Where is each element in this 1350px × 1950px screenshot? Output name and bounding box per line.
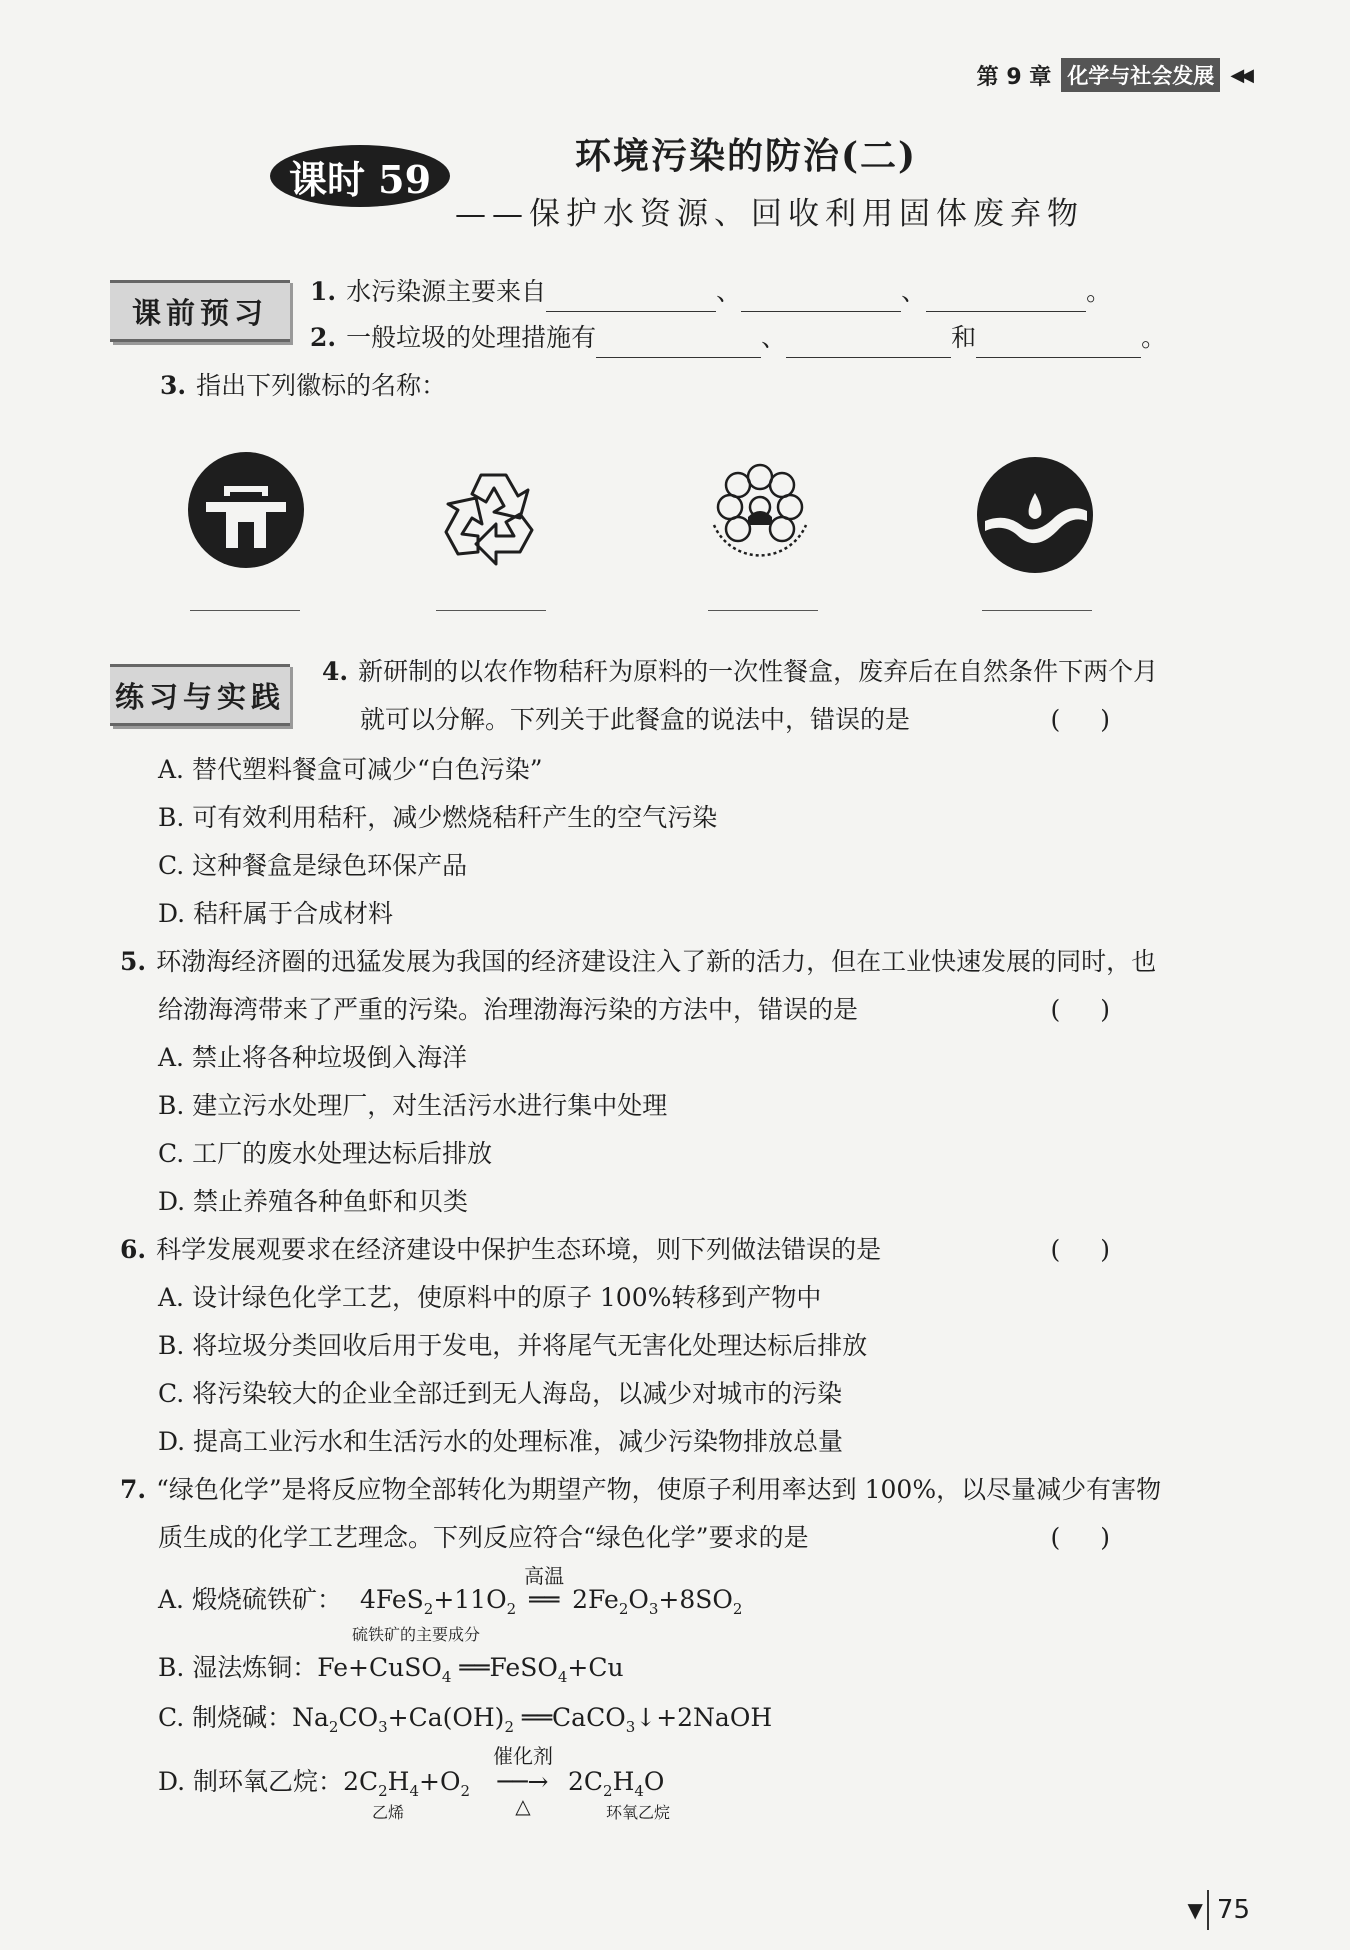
chapter-number: 第 9 章 — [976, 64, 1052, 90]
question-number: 7. — [120, 1475, 147, 1504]
answer-blank[interactable] — [982, 610, 1092, 611]
chapter-header — [977, 58, 1250, 92]
question-1: 1. 水污染源主要来自 、 、 。 — [310, 272, 1111, 312]
question-4-line2 — [360, 700, 1250, 740]
question-4 — [322, 652, 1158, 692]
question-2: 2. 一般垃圾的处理措施有 、 和 。 — [310, 318, 1166, 358]
option-d: D. 提高工业污水和生活污水的处理标准，减少污染物排放总量 — [158, 1427, 844, 1456]
answer-parenthesis[interactable]: () — [1050, 1235, 1150, 1264]
question-text: 质生成的化学工艺理念。下列反应符合“绿色化学”要求的是 — [158, 1523, 809, 1552]
question-text: 新研制的以农作物秸秆为原料的一次性餐盒，废弃后在自然条件下两个月 — [358, 657, 1159, 686]
question-number: 3. — [160, 371, 187, 400]
option-c — [158, 1698, 772, 1747]
option-label: B. 湿法炼铜： — [158, 1653, 318, 1682]
divider — [1207, 1890, 1209, 1930]
annotation: 环氧乙烷 — [606, 1803, 671, 1822]
recycle-logo-icon — [436, 460, 556, 580]
question-number: 1. — [310, 277, 337, 306]
option-b: B. 建立污水处理厂，对生活污水进行集中处理 — [158, 1091, 668, 1120]
question-text: 科学发展观要求在经济建设中保护生态环境，则下列做法错误的是 — [156, 1235, 882, 1264]
chapter-title: 化学与社会发展 — [1061, 58, 1220, 92]
question-7-line2 — [158, 1518, 1250, 1558]
page-subtitle: ——保护水资源、回收利用固体废弃物 — [455, 196, 1084, 232]
question-text: “绿色化学”是将反应物全部转化为期望产物，使原子利用率达到 100%，以尽量减少有害物 — [156, 1475, 1162, 1504]
answer-blank[interactable] — [926, 285, 1086, 312]
water-saving-logo-icon — [186, 450, 306, 570]
question-number: 5. — [120, 947, 147, 976]
equation: $2C_2H_4+O_2$ 催化剂 ──→ △ $2C_2H_4O$ — [343, 1767, 664, 1796]
answer-parenthesis[interactable]: () — [1050, 705, 1150, 734]
answer-blank[interactable] — [708, 610, 818, 611]
reaction-condition: 高温 — [524, 1564, 565, 1588]
annotation: 乙烯 — [372, 1803, 405, 1822]
question-5 — [120, 942, 1156, 982]
option-b — [158, 1648, 624, 1697]
answer-blank[interactable] — [741, 285, 901, 312]
equation: Fe+CuSO$_4$ ══FeSO$_4$+Cu — [317, 1653, 624, 1686]
equation: $Na_2CO_3+Ca(OH)_2$ ══CaCO$_3$↓+2NaOH — [292, 1703, 773, 1736]
answer-parenthesis[interactable]: () — [1050, 995, 1150, 1024]
answer-parenthesis[interactable]: () — [1050, 1523, 1150, 1552]
water-drop-logo-icon — [975, 455, 1095, 575]
environmental-label-logo-icon — [700, 455, 820, 575]
option-c: C. 工厂的废水处理达标后排放 — [158, 1139, 493, 1168]
section-tag-practice: 练习与实践 — [110, 664, 290, 726]
answer-blank[interactable] — [546, 285, 716, 312]
option-d: D. 秸秆属于合成材料 — [158, 899, 394, 928]
question-number: 6. — [120, 1235, 147, 1264]
option-c: C. 这种餐盒是绿色环保产品 — [158, 851, 468, 880]
answer-blank[interactable] — [190, 610, 300, 611]
annotation: 硫铁矿的主要成分 — [352, 1625, 481, 1644]
question-text: 水污染源主要来自 — [346, 277, 547, 306]
option-a: A. 禁止将各种垃圾倒入海洋 — [158, 1043, 467, 1072]
question-text: 指出下列徽标的名称： — [196, 371, 447, 400]
option-label: C. 制烧碱： — [158, 1703, 293, 1732]
option-b: B. 可有效利用秸秆，减少燃烧秸秆产生的空气污染 — [158, 803, 718, 832]
option-label: D. 制环氧乙烷： — [158, 1767, 344, 1796]
equation: $4FeS_2+11O_2$ 高温 ══ $2Fe_2O_3+8SO_2$ — [360, 1585, 742, 1614]
question-text: 环渤海经济圈的迅猛发展为我国的经济建设注入了新的活力，但在工业快速发展的同时，也 — [156, 947, 1157, 976]
reaction-condition: △ — [515, 1794, 531, 1818]
reaction-condition: 催化剂 — [492, 1744, 553, 1768]
answer-blank[interactable] — [786, 331, 951, 358]
answer-blank[interactable] — [436, 610, 546, 611]
answer-blank[interactable] — [596, 331, 761, 358]
question-text: 就可以分解。下列关于此餐盒的说法中，错误的是 — [360, 705, 911, 734]
double-left-arrow-icon: ◀◀ — [1230, 64, 1250, 86]
question-5-line2 — [158, 990, 1250, 1030]
question-3 — [160, 366, 446, 406]
question-text: 一般垃圾的处理措施有 — [346, 323, 597, 352]
question-text: 给渤海湾带来了严重的污染。治理渤海污染的方法中，错误的是 — [158, 995, 859, 1024]
answer-blank[interactable] — [976, 331, 1141, 358]
and-text: 和 — [951, 323, 977, 352]
page-title: 环境污染的防治(二) — [575, 135, 918, 177]
question-7 — [120, 1470, 1161, 1510]
option-label: A. 煅烧硫铁矿： — [158, 1585, 342, 1614]
lesson-badge: 课时 59 — [270, 145, 450, 207]
option-b: B. 将垃圾分类回收后用于发电，并将尾气无害化处理达标后排放 — [158, 1331, 868, 1360]
section-tag-preview: 课前预习 — [110, 280, 290, 342]
page-number-area — [1188, 1890, 1250, 1930]
option-c: C. 将污染较大的企业全部迁到无人海岛，以减少对城市的污染 — [158, 1379, 843, 1408]
triangle-down-icon: ▼ — [1187, 1898, 1203, 1922]
question-6 — [120, 1230, 1250, 1270]
question-number: 2. — [310, 323, 337, 352]
option-a: A. 替代塑料餐盒可减少“白色污染” — [158, 755, 543, 784]
question-number: 4. — [322, 657, 349, 686]
option-d: D. 禁止养殖各种鱼虾和贝类 — [158, 1187, 469, 1216]
option-a: A. 设计绿色化学工艺，使原料中的原子 100%转移到产物中 — [158, 1283, 822, 1312]
page-number: 75 — [1216, 1895, 1250, 1925]
